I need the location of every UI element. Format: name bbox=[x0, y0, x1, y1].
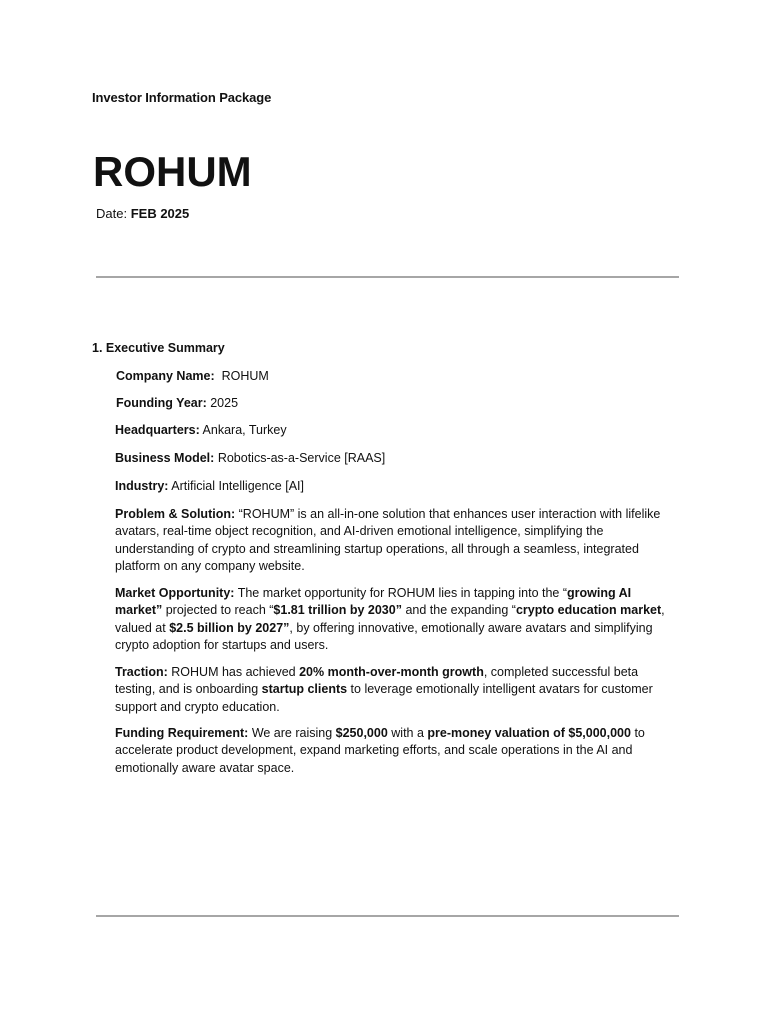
market-opportunity-text-4: , valued at bbox=[115, 603, 665, 635]
market-opportunity-label: Market Opportunity: bbox=[115, 586, 235, 600]
document-date bbox=[96, 206, 189, 221]
market-opportunity-bold-1: growing AI market” bbox=[115, 586, 632, 618]
company-name-label: Company Name: bbox=[116, 369, 215, 383]
traction-text-3: to leverage emotionally intelligent avatars for customer support and crypto education. bbox=[115, 682, 653, 714]
funding-requirement-paragraph bbox=[115, 725, 681, 777]
market-opportunity-text-5: , by offering innovative, emotionally aware avatars and simplifying crypto adoption for startups and users. bbox=[115, 620, 653, 653]
date-value: FEB 2025 bbox=[130, 206, 190, 221]
market-opportunity-text-2: projected to reach “ bbox=[162, 603, 274, 618]
funding-text-3: to accelerate product development, expand marketing efforts, and scale operations in the AI and emotionally aware avatar space. bbox=[115, 726, 645, 775]
traction-bold-2: startup clients bbox=[261, 682, 348, 697]
document-label: Investor Information Package bbox=[92, 90, 272, 105]
market-opportunity-bold-2: $1.81 trillion by 2030” bbox=[273, 603, 402, 618]
funding-bold-1: $250,000 bbox=[335, 726, 388, 740]
section-heading-executive-summary: 1. Executive Summary bbox=[92, 341, 225, 355]
market-opportunity-text-3: and the expanding “ bbox=[401, 603, 516, 618]
problem-solution-text: “ROHUM” is an all-in-one solution that enhances user interaction with lifelike avatars, real-time object recognition, and AI-driven emotional intelligence, simplifying the understanding of crypto and streamlining startup operations, all through a seamless, integrated platform on any company website. bbox=[115, 507, 661, 574]
market-opportunity-bold-4: $2.5 billion by 2027” bbox=[169, 620, 290, 635]
headquarters-value: Ankara, Turkey bbox=[202, 423, 287, 437]
business-model-value: Robotics-as-a-Service [RAAS] bbox=[217, 451, 386, 465]
traction-bold-1: 20% month-over-month growth bbox=[299, 665, 484, 679]
date-label: Date: bbox=[96, 206, 128, 221]
market-opportunity-paragraph bbox=[115, 585, 681, 655]
industry-field bbox=[115, 478, 304, 495]
founding-year-value: 2025 bbox=[210, 396, 239, 410]
company-name-value: ROHUM bbox=[221, 369, 269, 383]
funding-bold-2: pre-money valuation of $5,000,000 bbox=[427, 726, 631, 740]
traction-text-2: , completed successful beta testing, and is onboarding bbox=[115, 665, 639, 697]
founding-year-field bbox=[116, 395, 238, 412]
headquarters-label: Headquarters: bbox=[115, 423, 200, 437]
funding-text-2: with a bbox=[387, 726, 428, 740]
traction-label: Traction: bbox=[115, 665, 168, 679]
business-model-label: Business Model: bbox=[115, 451, 215, 465]
problem-solution-paragraph bbox=[115, 506, 681, 576]
industry-value: Artificial Intelligence [AI] bbox=[171, 479, 304, 493]
problem-solution-label: Problem & Solution: bbox=[115, 507, 236, 521]
traction-paragraph bbox=[115, 664, 681, 716]
company-name-field bbox=[116, 368, 269, 385]
page-title: ROHUM bbox=[93, 148, 252, 195]
industry-label: Industry: bbox=[115, 479, 169, 493]
top-divider bbox=[96, 276, 679, 278]
market-opportunity-text-1: The market opportunity for ROHUM lies in tapping into the “ bbox=[237, 586, 568, 600]
traction-text-1: ROHUM has achieved bbox=[171, 665, 300, 679]
market-opportunity-bold-3: crypto education market bbox=[515, 603, 662, 618]
business-model-field bbox=[115, 450, 385, 467]
bottom-divider bbox=[96, 915, 679, 917]
funding-text-1: We are raising bbox=[251, 726, 336, 740]
headquarters-field bbox=[115, 422, 287, 439]
funding-label: Funding Requirement: bbox=[115, 726, 249, 740]
founding-year-label: Founding Year: bbox=[116, 396, 207, 410]
